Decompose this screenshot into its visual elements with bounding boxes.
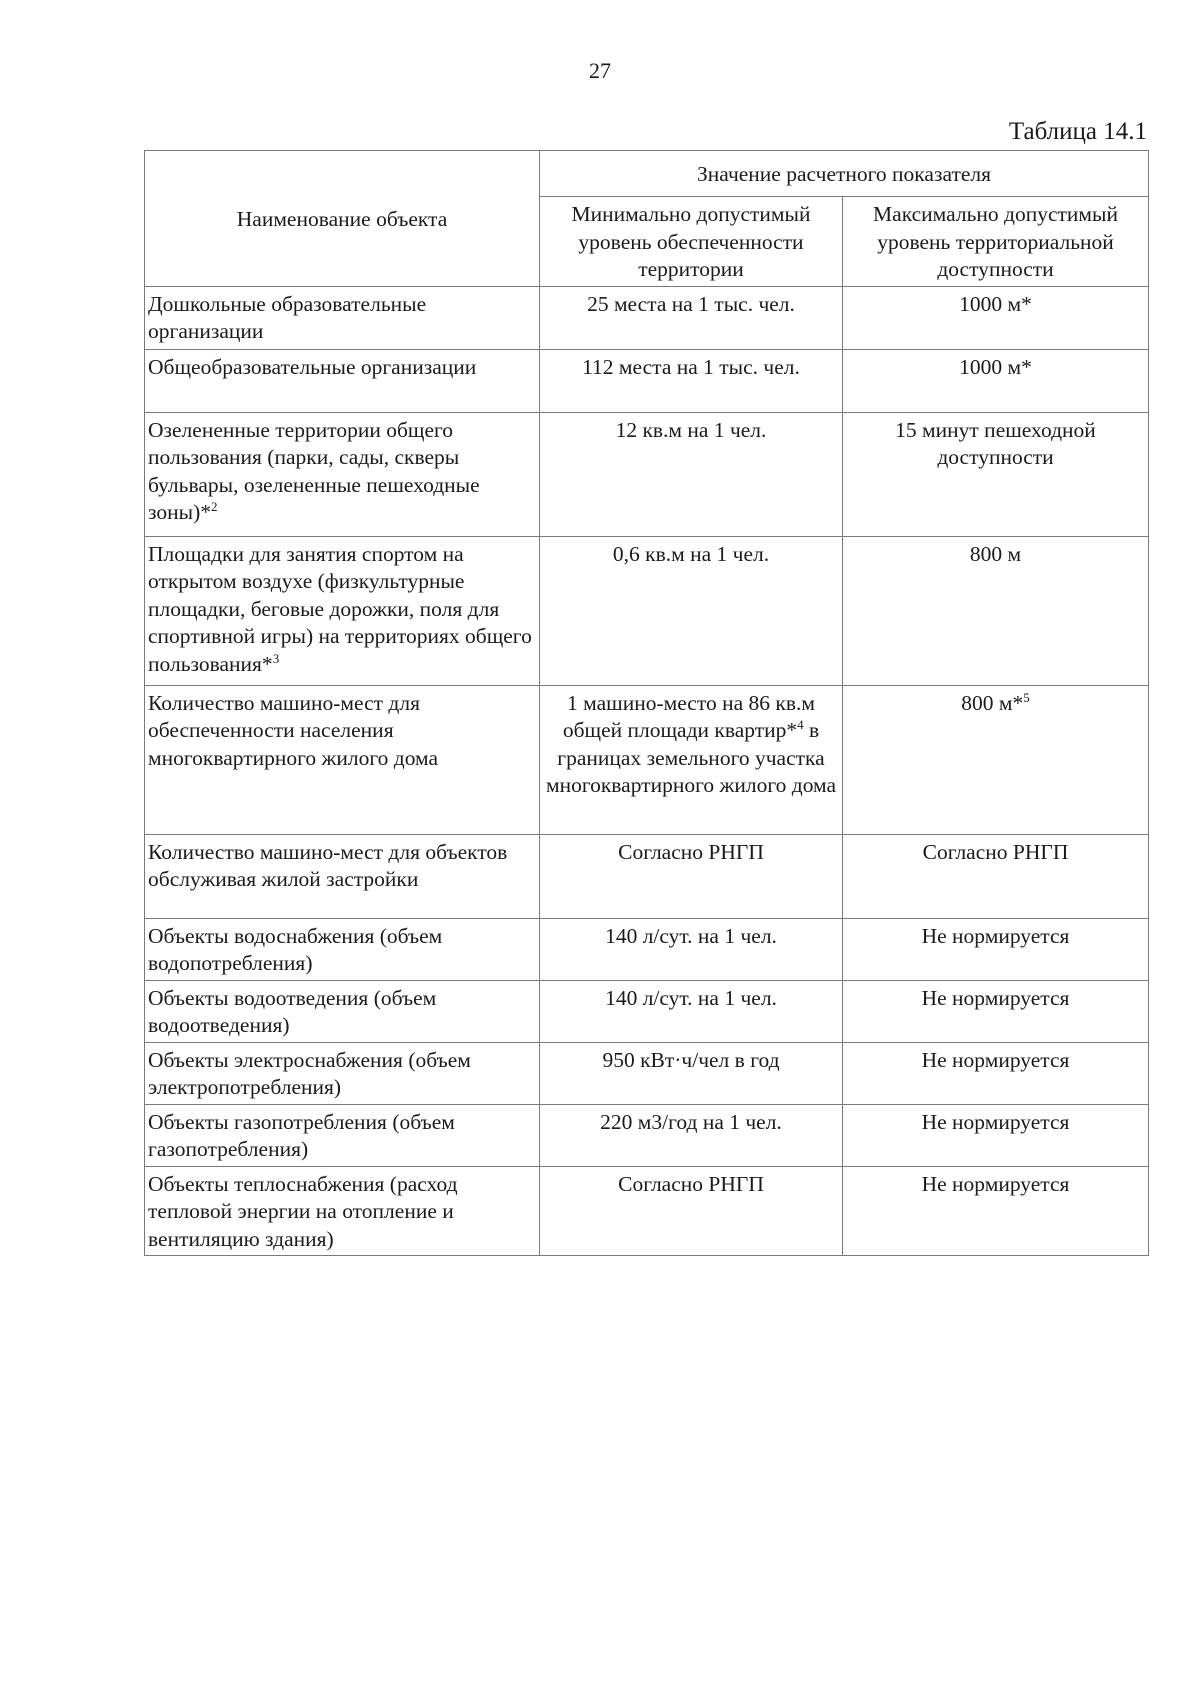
min-level-cell: [540, 685, 843, 834]
object-name-cell: [145, 1166, 540, 1256]
header-max-level: Максимально допустимый уровень территориальной доступности: [843, 197, 1149, 287]
min-level-value: 1 машино-место на 86 кв.м общей площади квартир*: [562, 690, 815, 742]
max-level-value: 1000 м*: [959, 354, 1032, 379]
max-level-value: 800 м: [969, 541, 1022, 566]
min-level-cell: [540, 1104, 843, 1166]
max-level-cell: [843, 1042, 1149, 1104]
table-row: [145, 286, 1149, 349]
min-level-value: 25 места на 1 тыс. чел.: [587, 291, 795, 316]
max-level-value: Не нормируется: [921, 1047, 1070, 1072]
table-row: [145, 980, 1149, 1042]
min-level-cell: [540, 349, 843, 412]
object-name-cell: [145, 286, 540, 349]
table-row: [145, 1104, 1149, 1166]
table-row: [145, 412, 1149, 536]
object-name-cell: [145, 536, 540, 685]
max-level-cell: [843, 536, 1149, 685]
min-level-cell: [540, 412, 843, 536]
footnote-ref: 3: [272, 650, 280, 666]
page-number: 27: [589, 58, 611, 83]
object-name: Количество машино-мест для обеспеченности населения многоквартирного жилого дома: [148, 690, 439, 770]
min-level-value: 0,6 кв.м на 1 чел.: [612, 541, 770, 566]
header-object-name: Наименование объекта: [145, 151, 540, 287]
norms-table: [144, 150, 1149, 1256]
object-name: Озелененные территории общего пользования (парки, сады, скверы бульвары, озелененные пешеходные зоны)*: [148, 417, 480, 524]
object-name-cell: [145, 349, 540, 412]
min-level-value: 950 кВт·ч/чел в год: [602, 1047, 780, 1072]
min-level-cell: [540, 1166, 843, 1256]
min-level-value: 140 л/сут. на 1 чел.: [605, 985, 777, 1010]
min-level-cell: [540, 1042, 843, 1104]
object-name: Объекты газопотребления (объем газопотребления): [148, 1109, 455, 1161]
object-name: Объекты электроснабжения (объем электропотребления): [148, 1047, 471, 1099]
header-min-level: Минимально допустимый уровень обеспеченности территории: [540, 197, 843, 287]
min-level-cell: [540, 918, 843, 980]
min-level-value: 220 м3/год на 1 чел.: [600, 1109, 782, 1134]
object-name-cell: [145, 834, 540, 918]
min-level-value: 112 места на 1 тыс. чел.: [582, 354, 800, 379]
object-name: Объекты теплоснабжения (расход тепловой энергии на отопление и вентиляцию здания): [148, 1171, 458, 1251]
max-level-value: 800 м*: [961, 690, 1024, 715]
footnote-ref: 2: [210, 499, 218, 514]
max-level-value: Не нормируется: [921, 923, 1070, 948]
max-level-cell: [843, 349, 1149, 412]
max-level-value: 1000 м*: [959, 291, 1032, 316]
min-level-cell: [540, 980, 843, 1042]
table-caption: Таблица 14.1: [1008, 118, 1147, 145]
max-level-value: Не нормируется: [921, 985, 1070, 1010]
object-name: Дошкольные образовательные организации: [148, 291, 427, 343]
footnote-ref: 4: [797, 717, 804, 732]
footnote-ref: 5: [1023, 689, 1030, 705]
max-level-cell: [843, 918, 1149, 980]
table-row: [145, 918, 1149, 980]
object-name: Общеобразовательные организации: [148, 354, 477, 379]
max-level-cell: [843, 834, 1149, 918]
max-level-cell: [843, 412, 1149, 536]
max-level-cell: [843, 980, 1149, 1042]
min-level-cell: [540, 536, 843, 685]
max-level-value: Согласно РНГП: [922, 839, 1069, 864]
max-level-cell: [843, 1104, 1149, 1166]
object-name-cell: [145, 412, 540, 536]
max-level-cell: [843, 1166, 1149, 1256]
object-name-cell: [145, 1104, 540, 1166]
min-level-cell: [540, 286, 843, 349]
header-indicator-value: Значение расчетного показателя: [540, 151, 1149, 197]
table-row: [145, 536, 1149, 685]
object-name: Объекты водоотведения (объем водоотведения): [148, 985, 437, 1037]
max-level-cell: [843, 685, 1149, 834]
min-level-value: Согласно РНГП: [618, 839, 764, 864]
object-name-cell: [145, 1042, 540, 1104]
table-row: [145, 349, 1149, 412]
table-row: [145, 1042, 1149, 1104]
max-level-value: Не нормируется: [921, 1109, 1070, 1134]
object-name-cell: [145, 980, 540, 1042]
max-level-value: Не нормируется: [921, 1171, 1070, 1196]
object-name-cell: [145, 685, 540, 834]
object-name: Объекты водоснабжения (объем водопотребления): [148, 923, 443, 975]
min-level-cell: [540, 834, 843, 918]
max-level-cell: [843, 286, 1149, 349]
table-row: [145, 1166, 1149, 1256]
min-level-value: Согласно РНГП: [618, 1171, 764, 1196]
table-row: [145, 685, 1149, 834]
min-level-value-continued: в границах земельного участка многоквартирного жилого дома: [545, 718, 837, 797]
object-name: Количество машино-мест для объектов обслуживая жилой застройки: [148, 839, 508, 891]
max-level-value: 15 минут пешеходной доступности: [895, 417, 1096, 469]
min-level-value: 12 кв.м на 1 чел.: [615, 417, 767, 442]
object-name-cell: [145, 918, 540, 980]
min-level-value: 140 л/сут. на 1 чел.: [605, 923, 777, 948]
table-row: [145, 834, 1149, 918]
object-name: Площадки для занятия спортом на открытом воздухе (физкультурные площадки, беговые дорожки, поля для спортивной игры) на территориях общего пользования*: [148, 541, 532, 676]
